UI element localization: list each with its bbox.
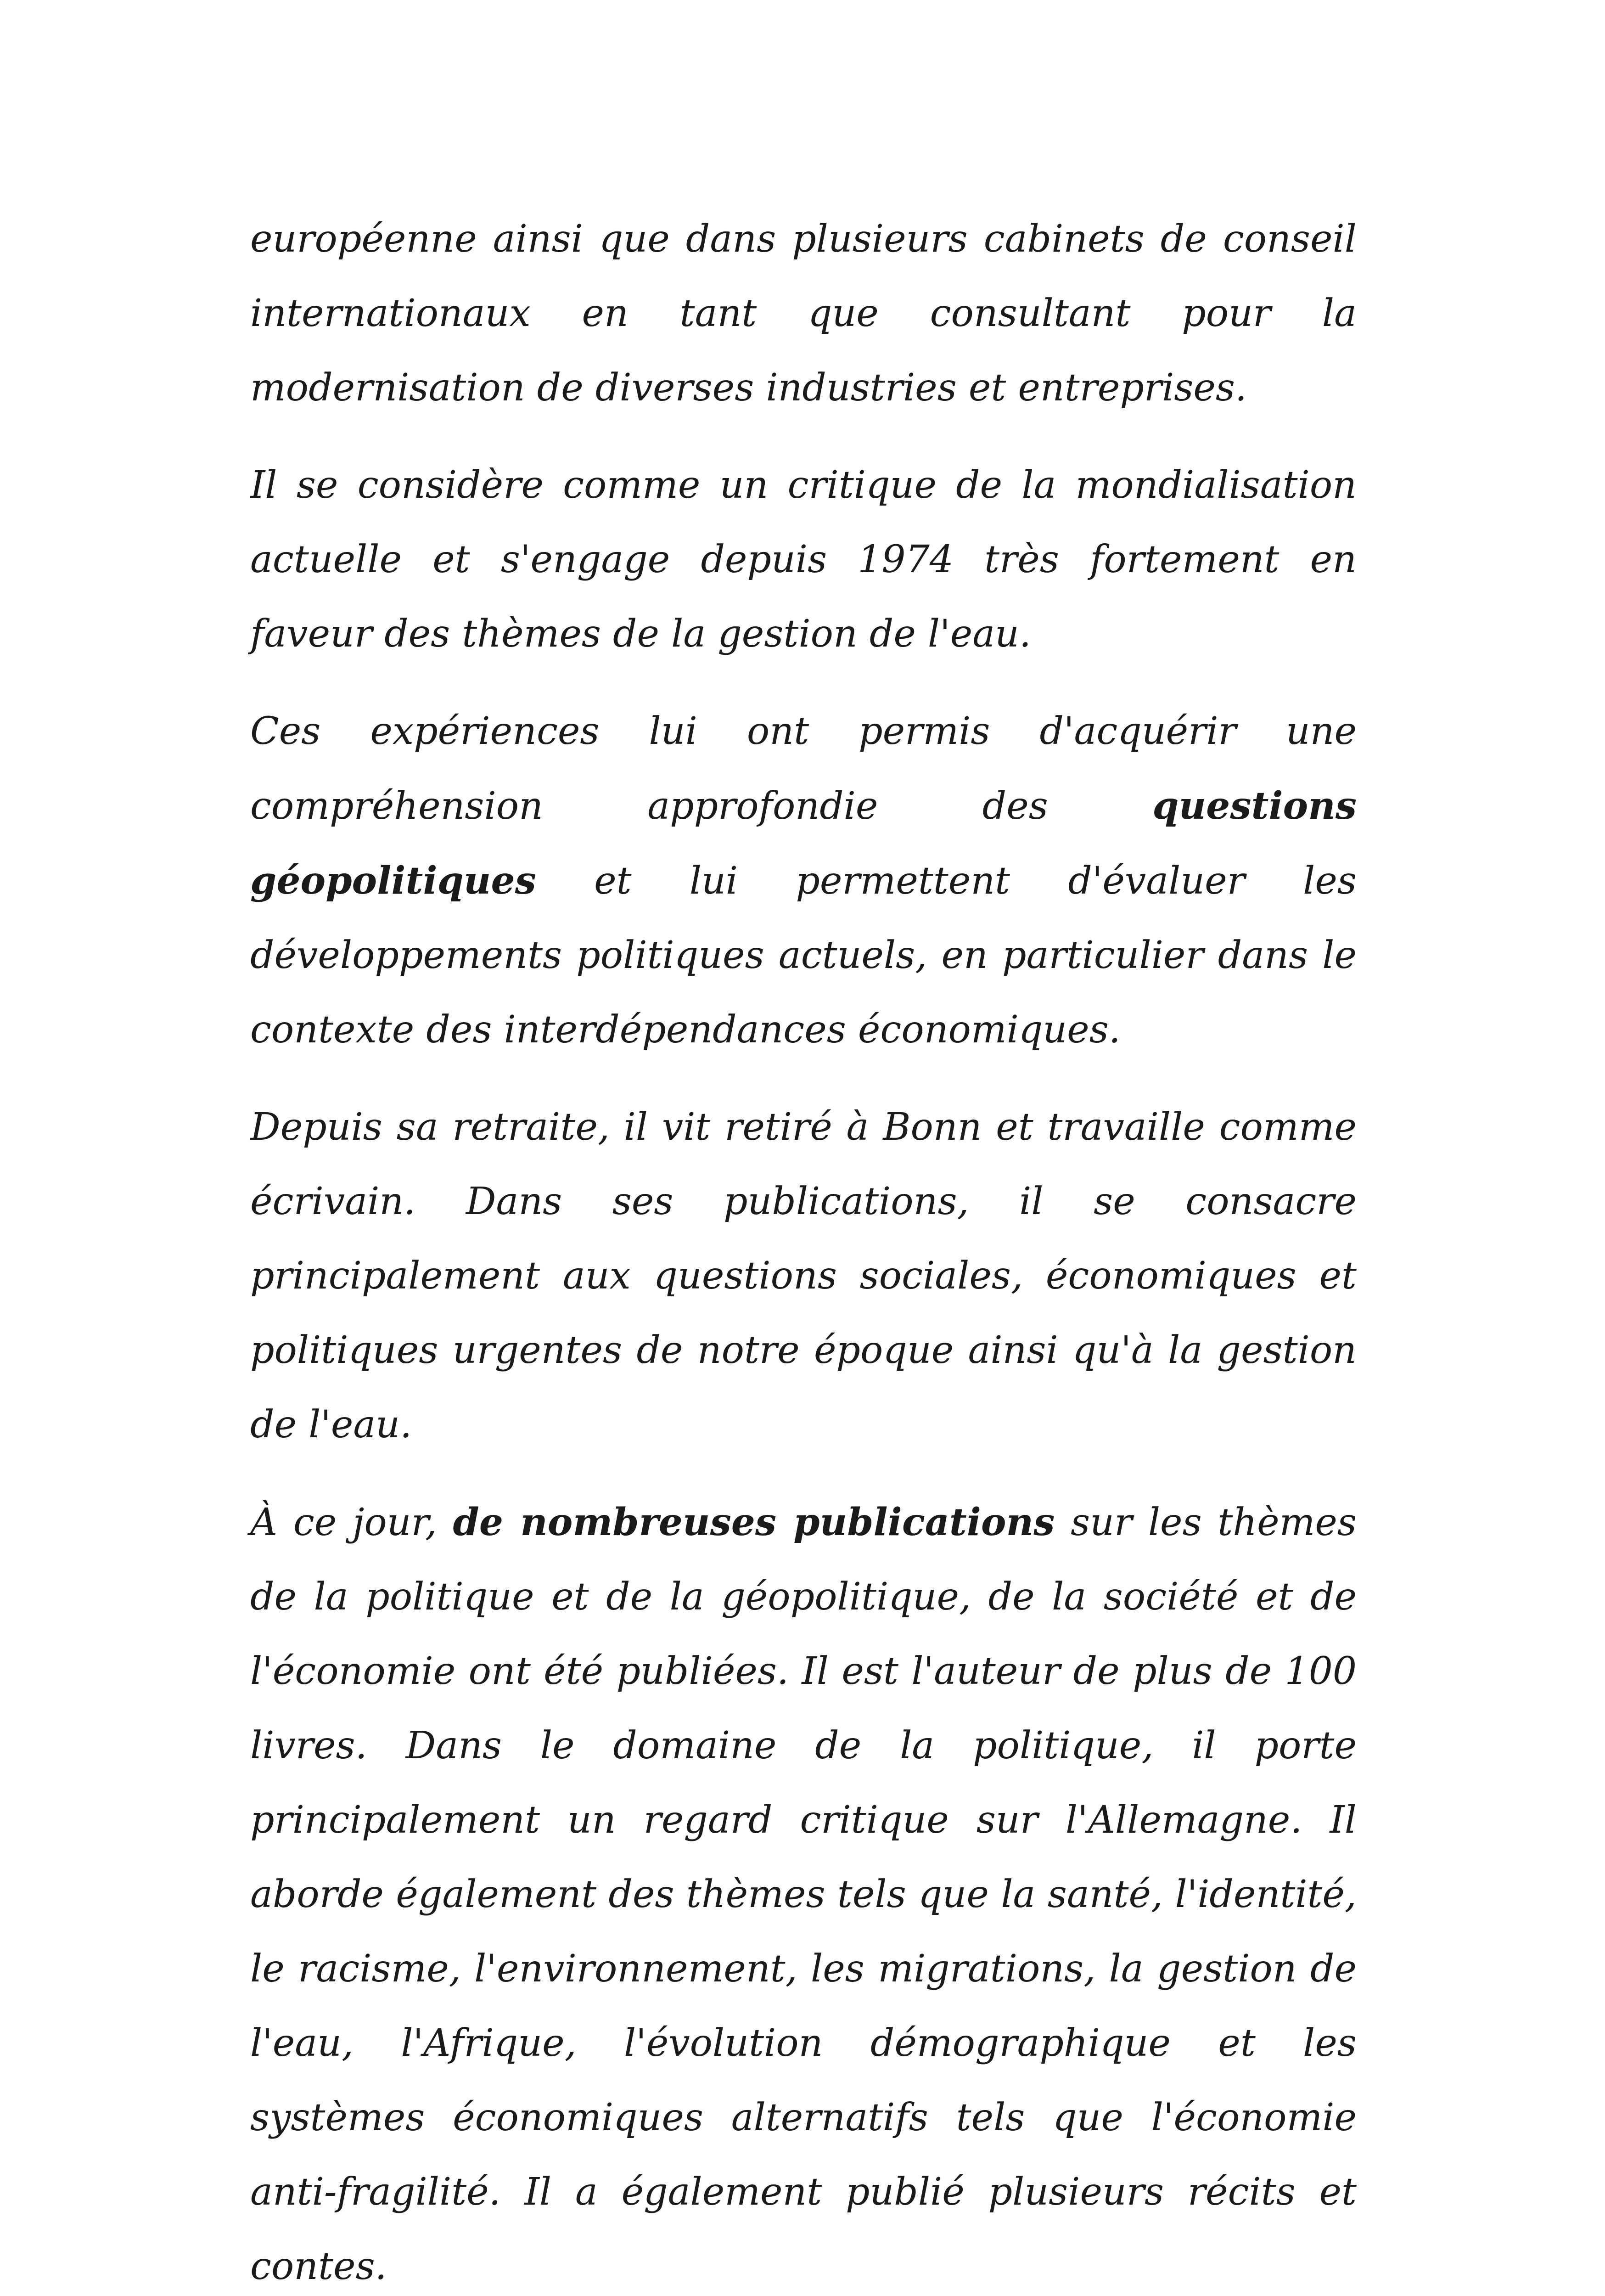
paragraph-4 [250, 1090, 1357, 1462]
paragraph-text: Il se considère comme un critique de la mondialisation actuelle et s'engage depuis 1974 très fortement en faveur des thèmes de la gestion de l'eau. [250, 463, 1357, 656]
paragraph-5 [250, 1485, 1357, 2296]
body-text [250, 202, 1357, 2296]
paragraph-text: Depuis sa retraite, il vit retiré à Bonn et travaille comme écrivain. Dans ses publications, il se consacre principalement aux questions sociales, économiques et politiques urgentes de notre époque ainsi qu'à la gestion de l'eau. [250, 1105, 1357, 1446]
paragraph-text: sur les thèmes de la politique et de la géopolitique, de la société et de l'économie ont été publiées. Il est l'auteur de plus de 100 livres. Dans le domaine de la politique, il porte principalement un regard critique sur l'Allemagne. Il aborde également des thèmes tels que la santé, l'identité, le racisme, l'environnement, les migrations, la gestion de l'eau, l'Afrique, l'évolution démographique et les systèmes économiques alternatifs tels que l'économie anti-fragilité. Il a également publié plusieurs récits et contes. [250, 1501, 1357, 2288]
paragraph-text: À ce jour, [250, 1501, 453, 1544]
paragraph-3 [250, 694, 1357, 1067]
paragraph-text: Ces expériences lui ont permis d'acquérir une compréhension approfondie des [250, 709, 1357, 828]
paragraph-text: et lui permettent d'évaluer les développements politiques actuels, en particulier dans le contexte des interdépendances économiques. [250, 859, 1357, 1052]
paragraph-text: européenne ainsi que dans plusieurs cabinets de conseil internationaux en tant que consultant pour la modernisation de diverses industries et entreprises. [250, 217, 1357, 410]
bold-phrase: questions géopolitiques [250, 784, 1357, 903]
bold-phrase: de nombreuses publications [453, 1500, 1055, 1544]
paragraph-1 [250, 202, 1357, 425]
paragraph-2 [250, 448, 1357, 671]
